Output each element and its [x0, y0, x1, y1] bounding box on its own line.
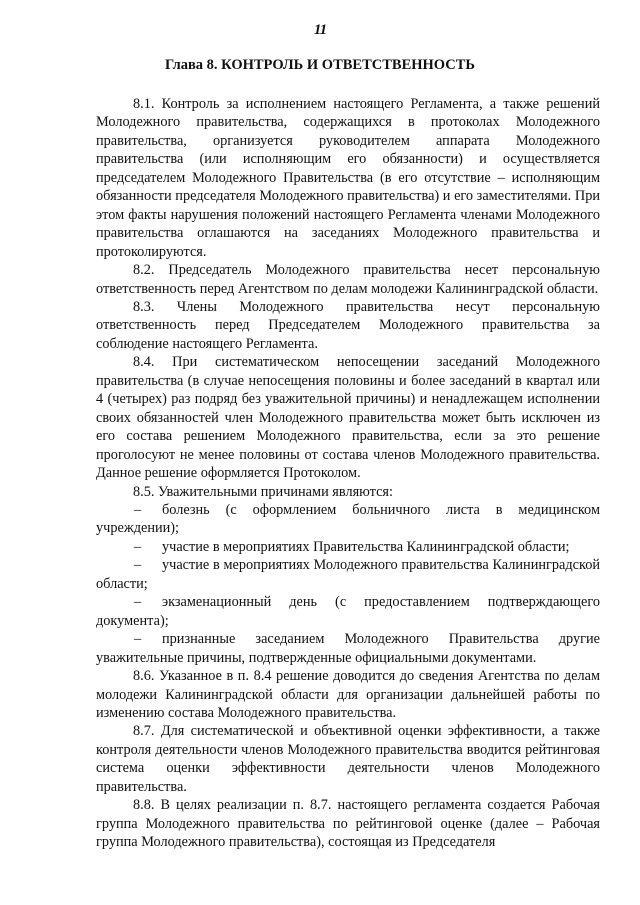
list-dash: –	[134, 557, 142, 574]
page-number: 11	[313, 22, 327, 38]
list-item-text: экзаменационный день (с предоставлением подтверждающего документа);	[96, 594, 600, 629]
paragraph-8-6: 8.6. Указанное в п. 8.4 решение доводится до сведения Агентства по делам молодежи Калининградской области для организации дальнейшей работы по изменению состава Молодежного правительства.	[96, 668, 600, 721]
list-item-text: болезнь (с оформлением больничного листа в медицинском учреждении);	[96, 501, 600, 537]
list-item	[96, 556, 600, 593]
document-body	[96, 95, 600, 852]
list-item	[96, 538, 600, 556]
paragraph-8-7: 8.7. Для систематической и объективной оценки эффективности, а также контроля деятельности членов Молодежного правительства вводится рейтинговая система оценки эффективности деятельности членов Молодежного правительства.	[96, 723, 600, 795]
list-item-text: признанные заседанием Молодежного Правительства другие уважительные причины, подтвержденные официальными документами.	[96, 631, 600, 666]
list-dash: –	[134, 594, 142, 611]
list-item-text: участие в мероприятиях Молодежного правительства Калининградской области;	[96, 557, 600, 592]
paragraph-8-4: 8.4. При систематическом непосещении заседаний Молодежного правительства (в случае непосещения половины и более заседаний в квартал или 4 (четырех) раз подряд без уважительной причины) и ненадлежащем исполнении своих обязанностей член Молодежного правительства может быть исключен из его состава решением Молодежного правительства, если за это решение проголосуют не менее половины от состава членов Молодежного правительства. Данное решение оформляется Протоколом.	[96, 354, 600, 482]
paragraph-8-8: 8.8. В целях реализации п. 8.7. настоящего регламента создается Рабочая группа Молодежного правительства по рейтинговой оценке (далее – Рабочая группа Молодежного правительства), состоящая из Председателя	[96, 797, 600, 851]
paragraph-8-5: 8.5. Уважительными причинами являются:	[133, 483, 393, 500]
list-item	[96, 501, 600, 538]
list-dash: –	[134, 538, 142, 555]
paragraph-8-3: 8.3. Члены Молодежного правительства несут персональную ответственность перед Председателем Молодежного правительства за соблюдение настоящего Регламента.	[96, 298, 600, 352]
list-dash: –	[134, 501, 142, 518]
chapter-title: Глава 8. КОНТРОЛЬ И ОТВЕТСТВЕННОСТЬ	[164, 57, 475, 73]
list-dash: –	[134, 631, 142, 648]
paragraph-8-2: 8.2. Председатель Молодежного правительства несет персональную ответственность перед Агентством по делам молодежи Калининградской области.	[96, 262, 600, 297]
list-item-text: участие в мероприятиях Правительства Калининградской области;	[162, 538, 570, 555]
list-item	[96, 630, 600, 667]
list-item	[96, 593, 600, 630]
paragraph-8-1: 8.1. Контроль за исполнением настоящего Регламента, а также решений Молодежного правительства, содержащихся в протоколах Молодежного правительства, организуется руководителем аппарата Молодежного правительства (или исполняющим его обязанности) и осуществляется председателем Молодежного Правительства (в его отсутствие – исполняющим обязанности председателя Молодежного правительства) и его заместителями. При этом факты нарушения положений настоящего Регламента членами Молодежного правительства оглашаются на заседаниях Молодежного правительства и протоколируются.	[96, 96, 600, 260]
